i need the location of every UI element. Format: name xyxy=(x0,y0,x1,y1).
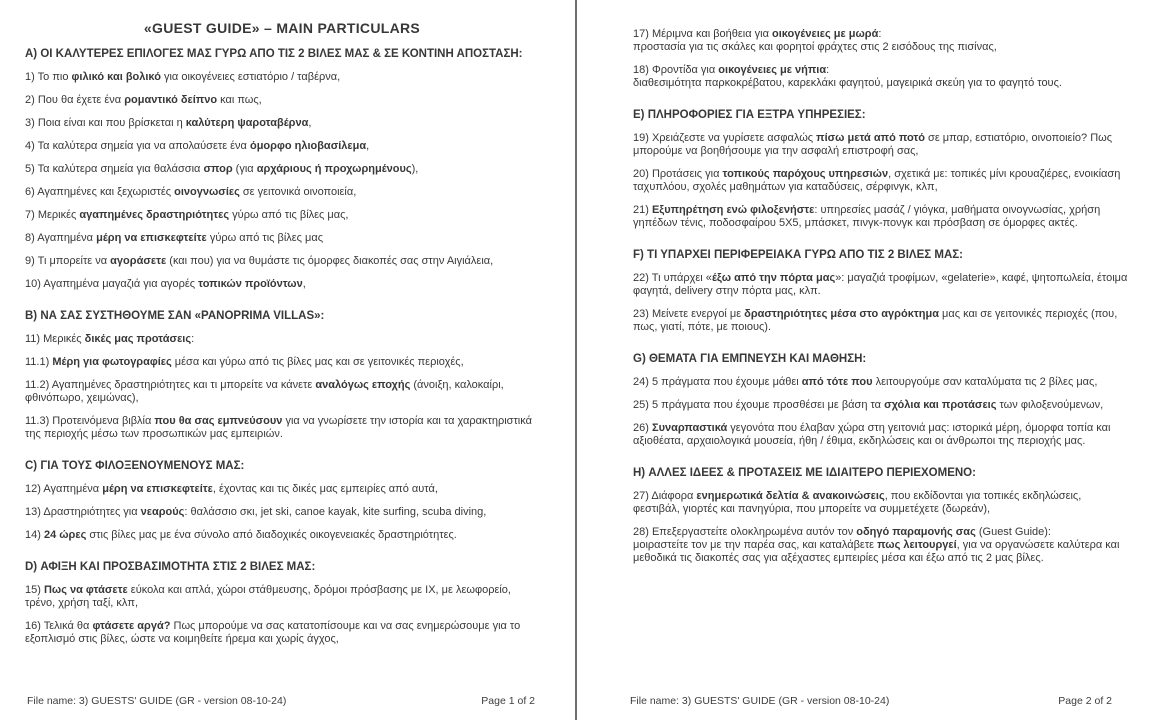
guide-item: 16) Τελικά θα φτάσετε αργά? Πως μπορούμε να σας κατατοπίσουμε και να σας ενημερώσουμε για το εξοπλισμό στις βίλες, ώστε να κοιμηθείτε ήρεμα και χωρίς άγχος, xyxy=(25,620,521,645)
guide-item: 21) Εξυπηρέτηση ενώ φιλοξενήστε: υπηρεσίες μασάζ / γιόγκα, μαθήματα οινογνωσίας, χρήση γηπέδων τένις, ποδοσφαίρου 5Χ5, μπάσκετ, πινγκ-πονγκ και πρόσβαση σε όμορφες ακτές. xyxy=(633,204,1101,229)
document-title: «GUEST GUIDE» – MAIN PARTICULARS xyxy=(143,20,421,36)
page-number-label: Page 1 of 2 xyxy=(481,695,535,707)
page-1-content xyxy=(25,48,539,646)
guide-item: 7) Μερικές αγαπημένες δραστηριότητες γύρω από τις βίλες μας, xyxy=(25,209,349,221)
guide-item: 3) Ποια είναι και που βρίσκεται η καλύτερη ψαροταβέρνα, xyxy=(25,117,312,129)
guide-item: 18) Φροντίδα για οικογένειες με νήπια: διαθεσιμότητα παρκοκρέβατου, καρεκλάκι φαγητού, μαγειρικά σκεύη για το φαγητό τους. xyxy=(633,64,1062,89)
section-heading: B) ΝΑ ΣΑΣ ΣΥΣΤΗΘΟΥΜΕ ΣΑΝ «PANOPRIMA VILLAS»: xyxy=(25,310,325,322)
section-heading: G) ΘΕΜΑΤΑ ΓΙΑ ΕΜΠΝΕΥΣΗ ΚΑΙ ΜΑΘΗΣΗ: xyxy=(633,353,867,365)
guide-item: 11.1) Μέρη για φωτογραφίες μέσα και γύρω από τις βίλες μας και σε γειτονικές περιοχές, xyxy=(25,356,464,368)
guide-item: 5) Τα καλύτερα σημεία για θαλάσσια σπορ (για αρχάριους ή προχωρημένους), xyxy=(25,163,419,175)
guide-item: 6) Αγαπημένες και ξεχωριστές οινογνωσίες σε γειτονικά οινοποιεία, xyxy=(25,186,357,198)
guide-item: 1) Το πιο φιλικό και βολικό για οικογένειες εστιατόριο / ταβέρνα, xyxy=(25,71,341,83)
section-heading: H) ΑΛΛΕΣ ΙΔΕΕΣ & ΠΡΟΤΑΣΕΙΣ ΜΕ ΙΔΙΑΙΤΕΡΟ ΠΕΡΙΕΧΟΜΕΝΟ: xyxy=(633,467,976,479)
guide-item: 23) Μείνετε ενεργοί με δραστηριότητες μέσα στο αγρόκτημα μας και σε γειτονικές περιοχές (που, πως, γιατί, πότε, με ποιους). xyxy=(633,308,1118,333)
guide-item: 27) Διάφορα ενημερωτικά δελτία & ανακοινώσεις, που εκδίδονται για τοπικές εκδηλώσεις, φεστιβάλ, γιορτές και πανηγύρια, που μπορείτε να συμμετέχετε (δωρεάν), xyxy=(633,490,1082,515)
page-2-footer xyxy=(630,695,1112,707)
page-2 xyxy=(577,0,1152,720)
guide-item: 28) Επεξεργαστείτε ολοκληρωμένα αυτόν τον οδηγό παραμονής σας (Guest Guide): μοιραστείτε τον με την παρέα σας, και καταλάβετε πως λειτουργεί, για να οργανώσετε καλύτερα και μεθοδικά τις διακοπές σας για αξέχαστες εμπειρίες μέσα και έξω από τις 2 μας βίλες. xyxy=(633,526,1120,564)
section-heading: F) ΤΙ ΥΠΑΡΧΕΙ ΠΕΡΙΦΕΡΕΙΑΚΑ ΓΥΡΩ ΑΠΟ ΤΙΣ 2 ΒΙΛΕΣ ΜΑΣ: xyxy=(633,249,963,261)
section-heading: D) ΑΦΙΞΗ ΚΑΙ ΠΡΟΣΒΑΣΙΜΟΤΗΤΑ ΣΤΙΣ 2 ΒΙΛΕΣ ΜΑΣ: xyxy=(25,561,316,573)
guide-item: 4) Τα καλύτερα σημεία για να απολαύσετε ένα όμορφο ηλιοβασίλεμα, xyxy=(25,140,370,152)
guide-item: 8) Αγαπημένα μέρη να επισκεφτείτε γύρω από τις βίλες μας xyxy=(25,232,324,244)
guide-item: 11.3) Προτεινόμενα βιβλία που θα σας εμπνεύσουν για να γνωρίσετε την ιστορία και τα χαρακτηριστικά της περιοχής μέσω των προσωπικών μας εμπειριών. xyxy=(25,415,532,440)
file-name-label: File name: 3) GUESTS' GUIDE (GR - version 08-10-24) xyxy=(27,695,287,707)
guide-item: 19) Χρειάζεστε να γυρίσετε ασφαλώς πίσω μετά από ποτό σε μπαρ, εστιατόριο, οινοποιείο? Πως μπορούμε να βοηθήσουμε για την ασφαλή επιστροφή σας, xyxy=(633,132,1113,157)
guide-item: 12) Αγαπημένα μέρη να επισκεφτείτε, έχοντας και τις δικές μας εμπειρίες από αυτά, xyxy=(25,483,438,495)
guide-item: 11) Μερικές δικές μας προτάσεις: xyxy=(25,333,195,345)
guide-item: 26) Συναρπαστικά γεγονότα που έλαβαν χώρα στη γειτονιά μας: ιστορικά μέρη, όμορφα τοπία και αξιοθέατα, αρχαιολογικά μουσεία, ήθη / έθιμα, εκδηλώσεις και οι άνθρωποι της περιοχής μας. xyxy=(633,422,1111,447)
guide-item: 22) Τι υπάρχει «έξω από την πόρτα μας»: μαγαζιά τροφίμων, «gelaterie», καφέ, ψητοπωλεία, έτοιμα φαγητά, delivery στην πόρτα μας, κλπ. xyxy=(633,272,1128,297)
guide-item: 13) Δραστηριότητες για νεαρούς: θαλάσσιο σκι, jet ski, canoe kayak, kite surfing, scuba diving, xyxy=(25,506,487,518)
page-number-label: Page 2 of 2 xyxy=(1058,695,1112,707)
page-1 xyxy=(0,0,575,720)
page-1-footer xyxy=(27,695,535,707)
section-heading: A) ΟΙ ΚΑΛΥΤΕΡΕΣ ΕΠΙΛΟΓΕΣ ΜΑΣ ΓΥΡΩ ΑΠΟ ΤΙΣ 2 ΒΙΛΕΣ ΜΑΣ & ΣΕ ΚΟΝΤΙΝΗ ΑΠΟΣΤΑΣΗ: xyxy=(25,48,523,60)
guide-item: 20) Προτάσεις για τοπικούς παρόχους υπηρεσιών, σχετικά με: τοπικές μίνι κρουαζιέρες, ενοικίαση ταχυπλόου, σχολές μαθημάτων για καταδύσεις, σέρφινγκ, κλπ, xyxy=(633,168,1121,193)
guide-item: 10) Αγαπημένα μαγαζιά για αγορές τοπικών προϊόντων, xyxy=(25,278,306,290)
section-heading: E) ΠΛΗΡΟΦΟΡΙΕΣ ΓΙΑ ΕΞΤΡΑ ΥΠΗΡΕΣΙΕΣ: xyxy=(633,109,866,121)
guide-item: 17) Μέριμνα και βοήθεια για οικογένειες με μωρά: προστασία για τις σκάλες και φορητοί φράχτες στις 2 εισόδους της πισίνας, xyxy=(633,28,997,53)
guide-item: 9) Τι μπορείτε να αγοράσετε (και που) για να θυμάστε τις όμορφες διακοπές σας στην Αιγιάλεια, xyxy=(25,255,494,267)
guide-item: 14) 24 ώρες στις βίλες μας με ένα σύνολο από διαδοχικές οικογενειακές δραστηριότητες. xyxy=(25,529,457,541)
guide-item: 24) 5 πράγματα που έχουμε μάθει από τότε που λειτουργούμε σαν καταλύματα τις 2 βίλες μας, xyxy=(633,376,1098,388)
section-heading: C) ΓΙΑ ΤΟΥΣ ΦΙΛΟΞΕΝΟΥΜΕΝΟΥΣ ΜΑΣ: xyxy=(25,460,245,472)
page-2-content xyxy=(633,28,1128,565)
guide-item: 15) Πως να φτάσετε εύκολα και απλά, χώροι στάθμευσης, δρόμοι πρόσβασης με ΙΧ, με λεωφορείο, τρένο, χρήση ταξί, κλπ, xyxy=(25,584,511,609)
guide-item: 25) 5 πράγματα που έχουμε προσθέσει με βάση τα σχόλια και προτάσεις των φιλοξενούμενων, xyxy=(633,399,1104,411)
guide-item: 11.2) Αγαπημένες δραστηριότητες και τι μπορείτε να κάνετε αναλόγως εποχής (άνοιξη, καλοκαίρι, φθινόπωρο, χειμώνας), xyxy=(25,379,504,404)
guide-item: 2) Που θα έχετε ένα ρομαντικό δείπνο και πως, xyxy=(25,94,262,106)
file-name-label: File name: 3) GUESTS' GUIDE (GR - version 08-10-24) xyxy=(630,695,890,707)
